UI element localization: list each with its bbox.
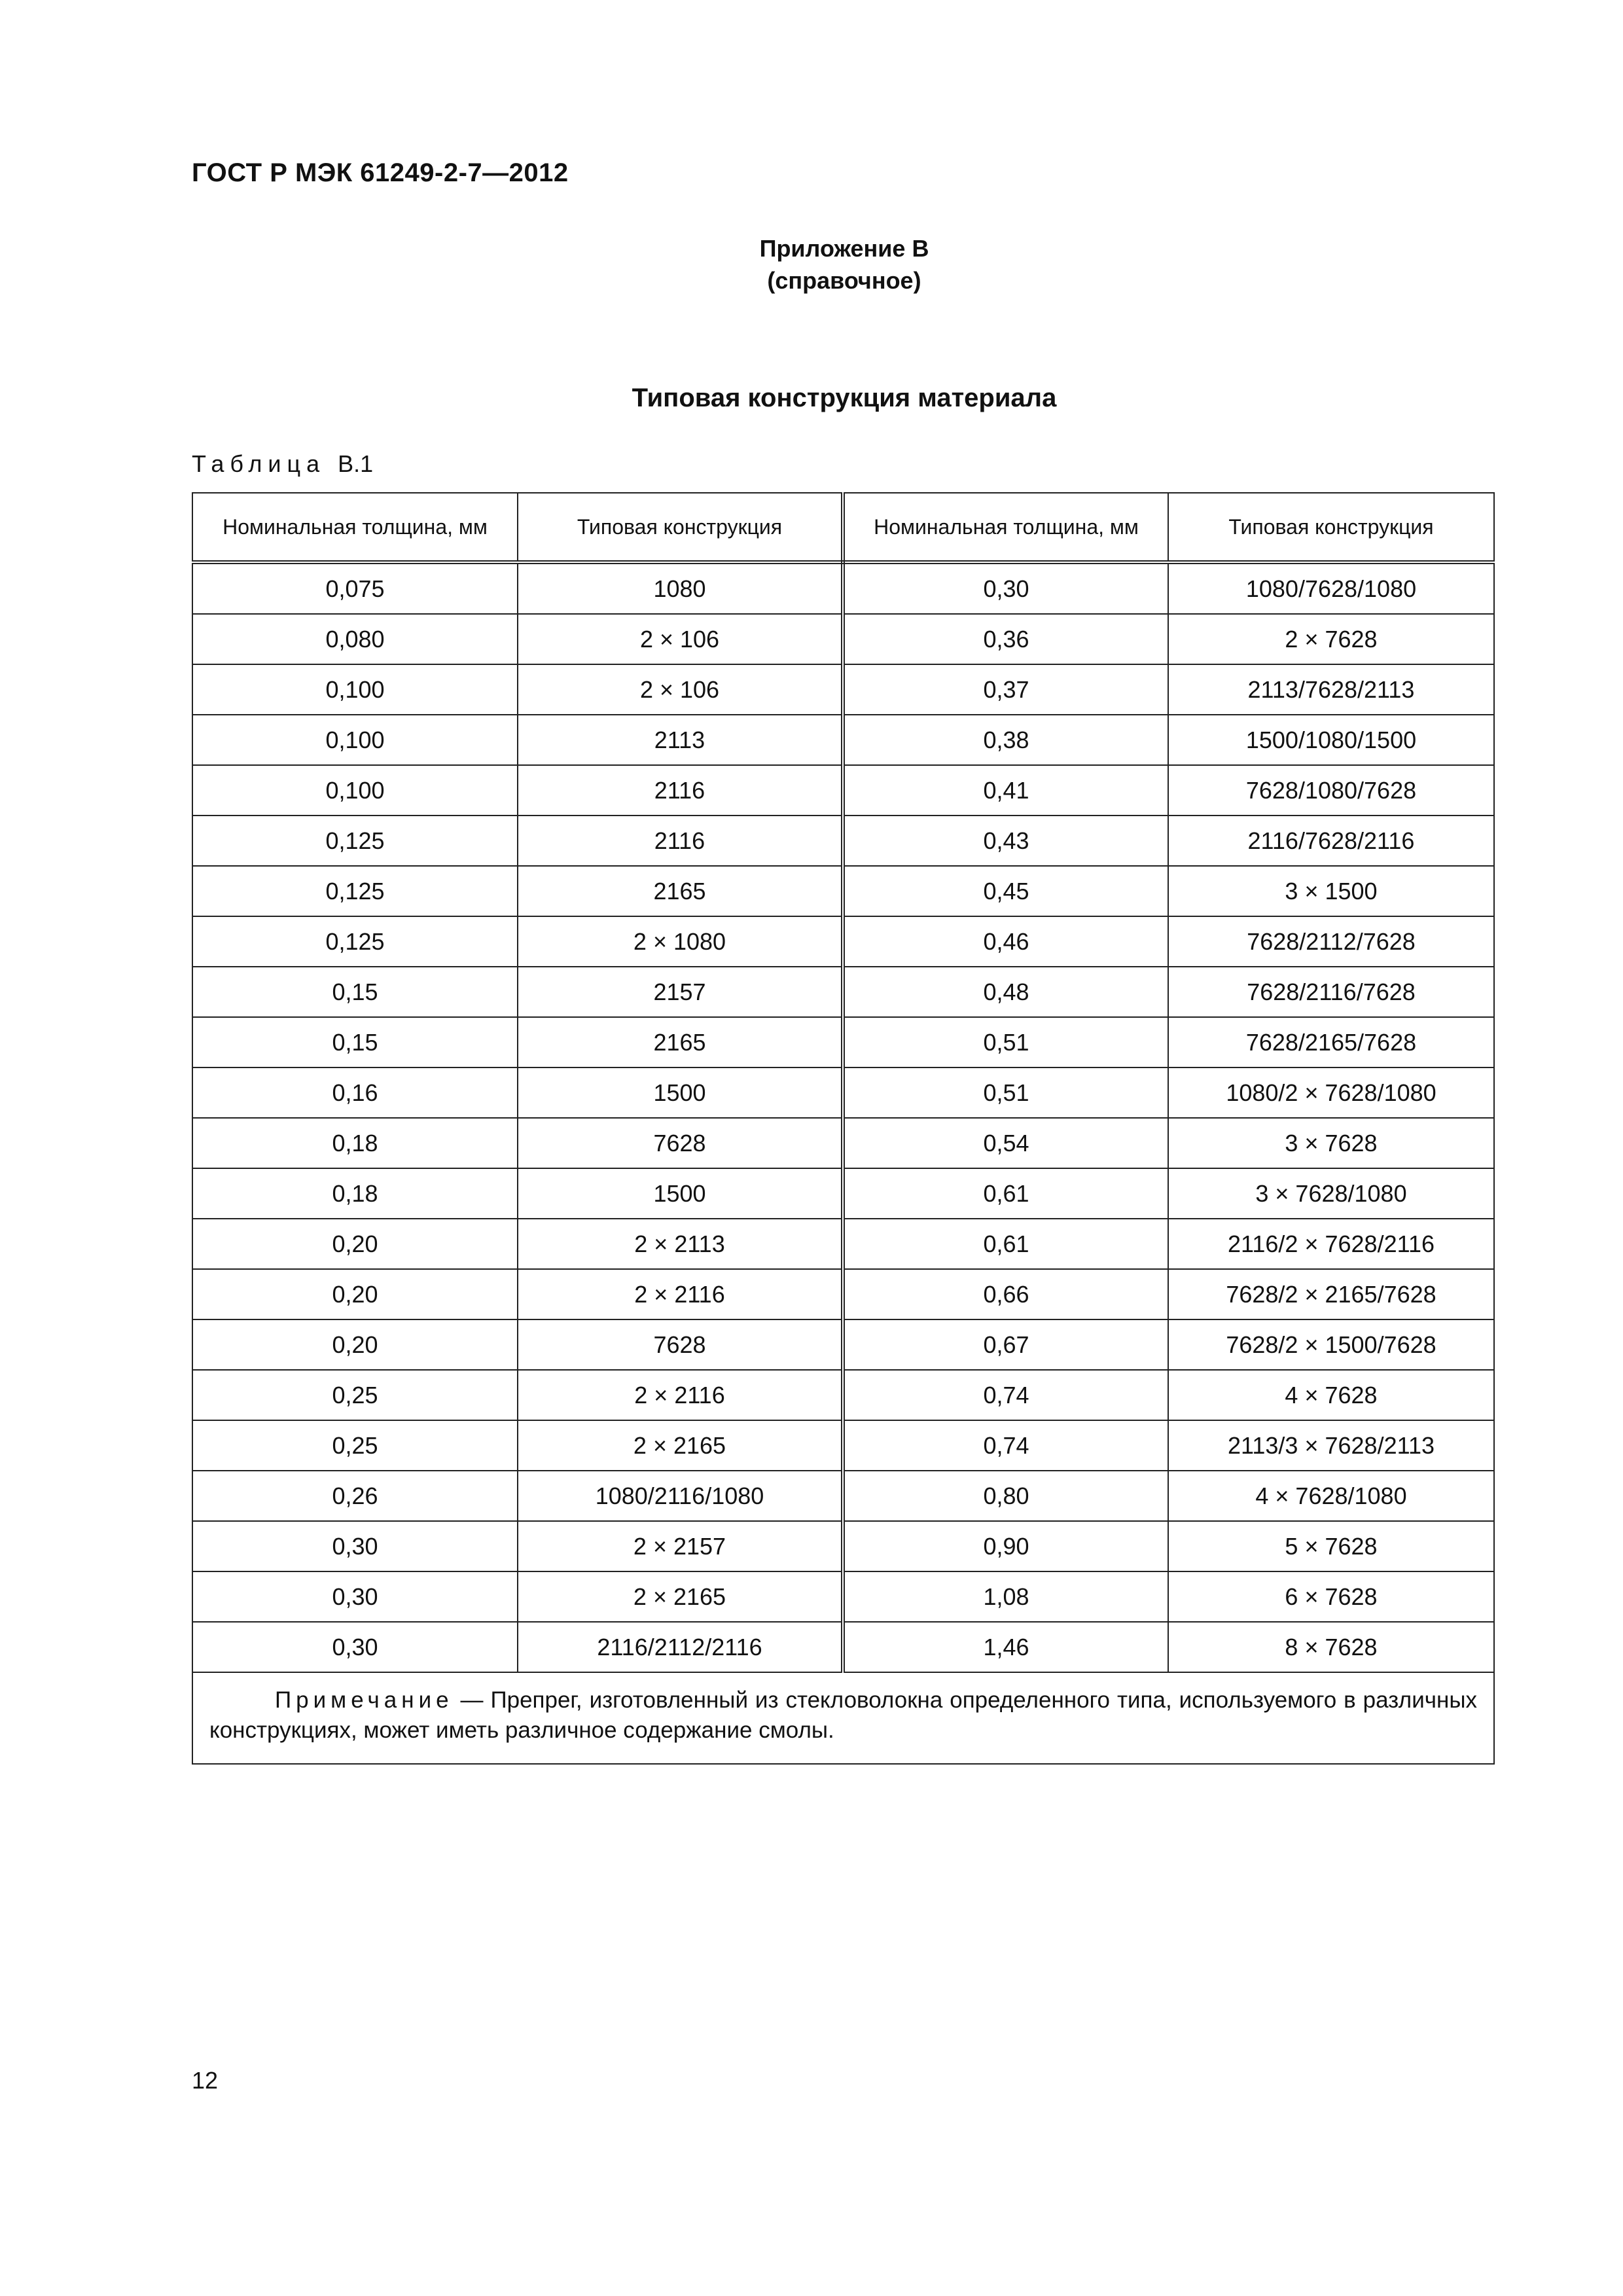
cell-construction-2: 7628/1080/7628 [1168,765,1494,816]
table-row [192,614,1494,664]
cell-thickness-1: 0,075 [192,562,518,614]
cell-thickness-2: 0,48 [843,967,1168,1017]
cell-thickness-1: 0,125 [192,816,518,866]
cell-thickness-2: 1,08 [843,1571,1168,1622]
cell-thickness-1: 0,16 [192,1067,518,1118]
cell-thickness-1: 0,20 [192,1269,518,1319]
cell-construction-1: 2 × 2157 [518,1521,843,1571]
cell-thickness-2: 0,61 [843,1219,1168,1269]
cell-construction-2: 7628/2165/7628 [1168,1017,1494,1067]
material-construction-table [192,492,1495,1765]
cell-thickness-1: 0,30 [192,1622,518,1672]
cell-construction-1: 7628 [518,1319,843,1370]
cell-thickness-1: 0,20 [192,1319,518,1370]
cell-construction-1: 2 × 106 [518,664,843,715]
cell-thickness-2: 0,51 [843,1067,1168,1118]
cell-construction-2: 4 × 7628 [1168,1370,1494,1420]
cell-thickness-2: 0,54 [843,1118,1168,1168]
cell-construction-2: 8 × 7628 [1168,1622,1494,1672]
cell-thickness-2: 0,66 [843,1269,1168,1319]
cell-thickness-1: 0,100 [192,664,518,715]
header-thickness-2: Номинальная толщина, мм [843,493,1168,562]
appendix-heading [654,232,1034,296]
appendix-title: Приложение В [759,235,929,262]
table-row [192,1269,1494,1319]
cell-construction-2: 7628/2112/7628 [1168,916,1494,967]
table-row [192,765,1494,816]
cell-construction-2: 1500/1080/1500 [1168,715,1494,765]
cell-thickness-1: 0,30 [192,1521,518,1571]
cell-thickness-2: 0,61 [843,1168,1168,1219]
cell-construction-1: 2 × 2116 [518,1370,843,1420]
cell-construction-1: 2116 [518,816,843,866]
appendix-kind: (справочное) [767,267,921,294]
cell-construction-2: 2113/7628/2113 [1168,664,1494,715]
table-row [192,1622,1494,1672]
cell-thickness-2: 0,80 [843,1471,1168,1521]
cell-thickness-2: 0,38 [843,715,1168,765]
table-row [192,1521,1494,1571]
cell-construction-1: 2 × 2116 [518,1269,843,1319]
cell-thickness-2: 0,51 [843,1017,1168,1067]
table-row [192,866,1494,916]
cell-construction-1: 2 × 1080 [518,916,843,967]
cell-construction-2: 4 × 7628/1080 [1168,1471,1494,1521]
cell-construction-2: 1080/2 × 7628/1080 [1168,1067,1494,1118]
cell-thickness-2: 0,90 [843,1521,1168,1571]
table-row [192,816,1494,866]
cell-thickness-2: 0,36 [843,614,1168,664]
header-thickness-1: Номинальная толщина, мм [192,493,518,562]
cell-thickness-1: 0,125 [192,916,518,967]
table-label [192,450,373,478]
cell-construction-2: 1080/7628/1080 [1168,562,1494,614]
cell-construction-1: 2116 [518,765,843,816]
cell-construction-1: 2 × 2165 [518,1420,843,1471]
cell-thickness-1: 0,18 [192,1168,518,1219]
cell-construction-1: 2116/2112/2116 [518,1622,843,1672]
cell-construction-1: 1500 [518,1067,843,1118]
cell-construction-1: 2165 [518,866,843,916]
cell-construction-2: 7628/2116/7628 [1168,967,1494,1017]
cell-construction-1: 2113 [518,715,843,765]
cell-thickness-2: 0,46 [843,916,1168,967]
cell-construction-1: 2157 [518,967,843,1017]
cell-construction-2: 2116/2 × 7628/2116 [1168,1219,1494,1269]
cell-construction-1: 2 × 2113 [518,1219,843,1269]
cell-construction-1: 1080 [518,562,843,614]
cell-thickness-2: 0,74 [843,1420,1168,1471]
section-title: Типовая конструкция материала [632,384,1057,412]
cell-construction-2: 3 × 1500 [1168,866,1494,916]
table-row [192,1168,1494,1219]
cell-construction-2: 2 × 7628 [1168,614,1494,664]
cell-construction-1: 1080/2116/1080 [518,1471,843,1521]
cell-construction-1: 2165 [518,1017,843,1067]
cell-construction-2: 5 × 7628 [1168,1521,1494,1571]
cell-thickness-1: 0,100 [192,765,518,816]
table-row [192,1118,1494,1168]
cell-thickness-1: 0,15 [192,1017,518,1067]
cell-construction-2: 2116/7628/2116 [1168,816,1494,866]
table-note-row [192,1672,1494,1764]
cell-thickness-2: 1,46 [843,1622,1168,1672]
table-row [192,715,1494,765]
cell-construction-2: 3 × 7628 [1168,1118,1494,1168]
cell-thickness-1: 0,080 [192,614,518,664]
table-body [192,562,1494,1672]
cell-construction-2: 7628/2 × 1500/7628 [1168,1319,1494,1370]
cell-thickness-1: 0,25 [192,1370,518,1420]
cell-thickness-2: 0,45 [843,866,1168,916]
table-row [192,1571,1494,1622]
table-row [192,562,1494,614]
cell-thickness-2: 0,37 [843,664,1168,715]
cell-construction-1: 7628 [518,1118,843,1168]
cell-thickness-1: 0,100 [192,715,518,765]
table-row [192,1067,1494,1118]
cell-thickness-1: 0,25 [192,1420,518,1471]
table-row [192,1219,1494,1269]
page-number: 12 [192,2067,219,2094]
cell-thickness-1: 0,30 [192,1571,518,1622]
table-row [192,664,1494,715]
cell-thickness-1: 0,15 [192,967,518,1017]
cell-construction-2: 7628/2 × 2165/7628 [1168,1269,1494,1319]
cell-thickness-2: 0,74 [843,1370,1168,1420]
cell-construction-1: 1500 [518,1168,843,1219]
cell-thickness-2: 0,43 [843,816,1168,866]
cell-thickness-1: 0,26 [192,1471,518,1521]
cell-construction-2: 6 × 7628 [1168,1571,1494,1622]
cell-thickness-2: 0,41 [843,765,1168,816]
table-note [192,1672,1494,1764]
cell-thickness-2: 0,30 [843,562,1168,614]
cell-thickness-1: 0,125 [192,866,518,916]
table-row [192,1420,1494,1471]
cell-construction-1: 2 × 2165 [518,1571,843,1622]
table-row [192,967,1494,1017]
table-row [192,1471,1494,1521]
table-label-word: Таблица [192,450,326,477]
table-label-number: В.1 [338,450,374,477]
header-construction-1: Типовая конструкция [518,493,843,562]
cell-thickness-2: 0,67 [843,1319,1168,1370]
table-row [192,1017,1494,1067]
cell-construction-2: 3 × 7628/1080 [1168,1168,1494,1219]
cell-construction-1: 2 × 106 [518,614,843,664]
table-row [192,1370,1494,1420]
note-head: Примечание [275,1687,454,1713]
note-text: — Препрег, изготовленный из стекловолокна определенного типа, используемого в различных конструкциях, может иметь различное содержание смолы. [209,1687,1477,1743]
table-header-row [192,493,1494,562]
cell-thickness-1: 0,20 [192,1219,518,1269]
table-row [192,916,1494,967]
header-construction-2: Типовая конструкция [1168,493,1494,562]
document-code: ГОСТ Р МЭК 61249-2-7—2012 [192,158,569,187]
cell-construction-2: 2113/3 × 7628/2113 [1168,1420,1494,1471]
table-row [192,1319,1494,1370]
cell-thickness-1: 0,18 [192,1118,518,1168]
